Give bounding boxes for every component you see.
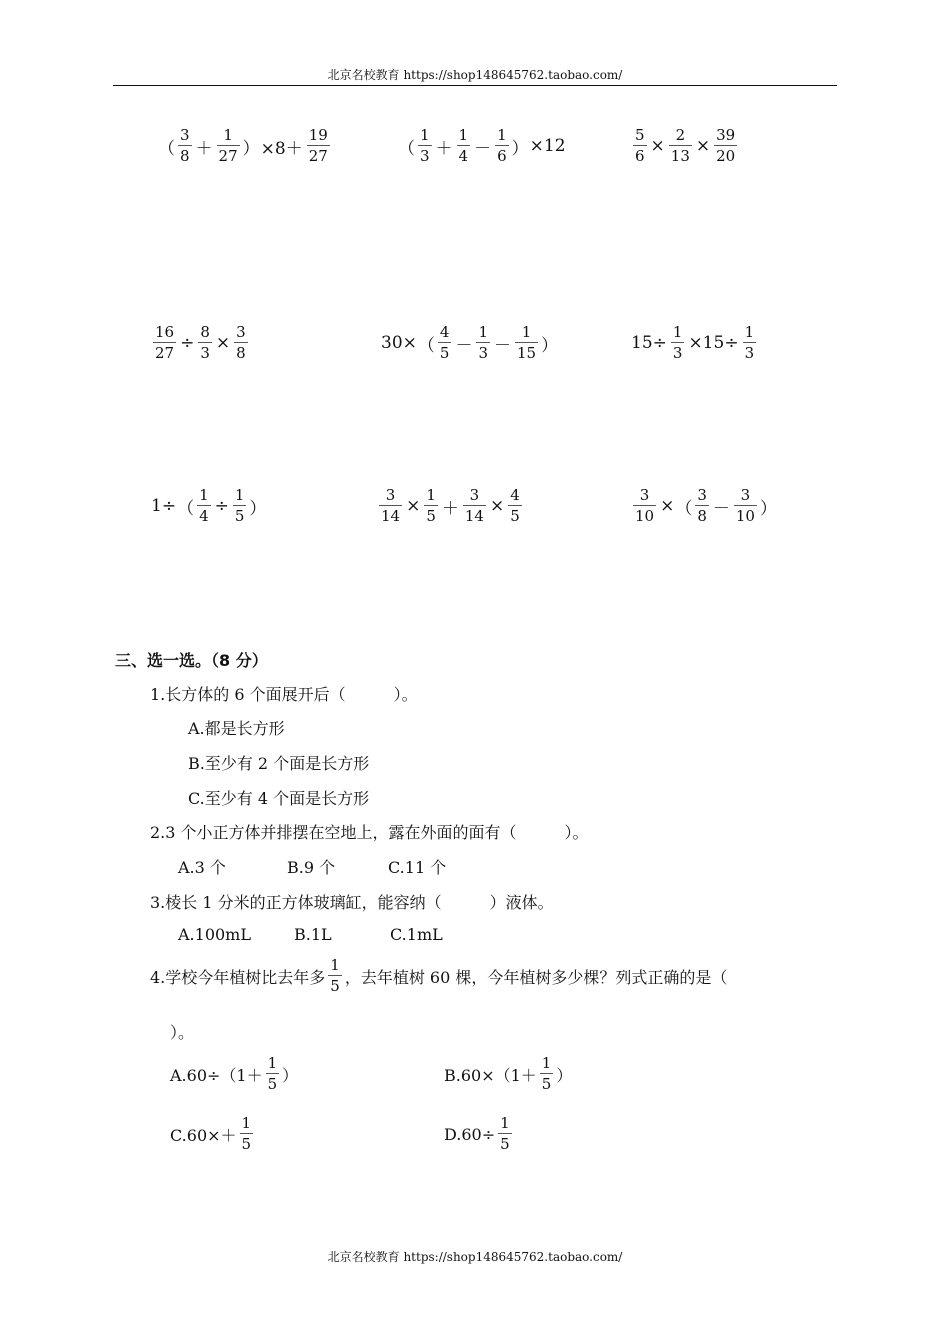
paren-right: ）	[242, 138, 260, 159]
denominator: 14	[464, 507, 484, 525]
operator: ×	[650, 136, 665, 156]
numerator: 2	[675, 126, 686, 144]
paren-left: （	[675, 498, 693, 519]
numerator: 1	[744, 323, 755, 341]
option-text: ）	[556, 1065, 573, 1085]
denominator: 6	[497, 147, 507, 165]
operator: －	[474, 138, 492, 159]
operator: －	[455, 335, 473, 356]
numerator: 1	[267, 1054, 278, 1072]
numerator: 1	[500, 1114, 510, 1132]
numerator: 4	[510, 486, 520, 504]
numerator: 3	[236, 323, 246, 341]
question-2-stem: 2.3 个小正方体并排摆在空地上，露在外面的面有（ ）。	[150, 823, 589, 842]
question-4-stem-pre: 4.学校今年植树比去年多	[150, 967, 326, 987]
denominator: 5	[426, 507, 436, 525]
numerator: 1	[672, 323, 683, 341]
fraction	[198, 325, 212, 361]
fraction	[633, 128, 647, 164]
fraction	[695, 488, 709, 524]
operator: ×12	[529, 136, 566, 156]
fraction	[734, 488, 757, 524]
operator: 15÷	[631, 333, 667, 353]
operator: －	[712, 498, 730, 519]
numerator: 3	[180, 126, 190, 144]
operator: ÷	[214, 496, 229, 516]
denominator: 6	[635, 147, 645, 165]
numerator: 1	[426, 486, 436, 504]
fraction	[671, 325, 685, 361]
denominator: 3	[200, 344, 210, 362]
denominator: 5	[510, 507, 520, 525]
numerator: 1	[458, 126, 469, 144]
fraction	[669, 128, 692, 164]
fraction	[714, 128, 737, 164]
numerator: 1	[234, 486, 245, 504]
denominator: 5	[330, 977, 340, 995]
option-text: B.60×（1＋	[444, 1065, 537, 1085]
paren-right: ）	[511, 138, 529, 159]
expression-3	[630, 128, 740, 164]
denominator: 3	[420, 147, 430, 165]
numerator: 4	[439, 323, 450, 341]
denominator: 27	[308, 147, 328, 165]
numerator: 19	[308, 126, 328, 144]
paren-right: ）	[759, 498, 777, 519]
question-2-option-c: C.11 个	[388, 858, 447, 877]
numerator: 39	[716, 126, 736, 144]
question-1-option-c: C.至少有 4 个面是长方形	[188, 789, 370, 808]
question-4-option-d	[444, 1116, 515, 1152]
denominator: 4	[199, 507, 209, 525]
question-4-option-a	[170, 1056, 298, 1092]
numerator: 1	[541, 1054, 552, 1072]
fraction	[307, 128, 330, 164]
question-4-stem-end: ）。	[170, 1023, 195, 1042]
fraction	[498, 1116, 512, 1152]
operator: ×	[406, 496, 421, 516]
denominator: 5	[241, 1135, 252, 1153]
denominator: 3	[478, 344, 488, 362]
question-1-stem: 1.长方体的 6 个面展开后（ ）。	[150, 685, 418, 704]
fraction	[743, 325, 757, 361]
fraction	[495, 128, 509, 164]
operator: ×8＋	[260, 138, 303, 159]
question-2-option-a: A.3 个	[178, 858, 226, 877]
denominator: 5	[267, 1075, 278, 1093]
question-4-stem	[150, 958, 727, 994]
denominator: 10	[635, 507, 655, 525]
fraction	[476, 325, 490, 361]
question-4-stem-post: ，去年植树 60 棵，今年植树多少棵？列式正确的是（	[344, 967, 728, 987]
question-1-option-a: A.都是长方形	[188, 719, 285, 738]
question-3-option-b: B.1L	[294, 925, 332, 944]
denominator: 20	[716, 147, 736, 165]
page-footer: 北京名校教育 https://shop148645762.taobao.com/	[327, 1250, 623, 1264]
paren-left: （	[398, 138, 415, 159]
option-text: C.60×＋	[170, 1125, 237, 1145]
denominator: 4	[458, 147, 469, 165]
header-divider	[113, 85, 837, 86]
fraction	[540, 1056, 554, 1092]
question-3-option-a: A.100mL	[178, 925, 251, 944]
expression-9	[630, 488, 777, 524]
paren-right: ）	[541, 335, 559, 356]
numerator: 3	[385, 486, 396, 504]
denominator: 27	[218, 147, 238, 165]
fraction	[508, 488, 522, 524]
expression-7	[150, 488, 266, 524]
denominator: 8	[180, 147, 190, 165]
fraction	[438, 325, 452, 361]
operator: ＋	[435, 138, 453, 159]
fraction	[240, 1116, 254, 1152]
operator: －	[493, 335, 511, 356]
numerator: 3	[469, 486, 480, 504]
operator: ×	[489, 496, 505, 516]
numerator: 1	[241, 1114, 252, 1132]
denominator: 10	[735, 507, 755, 525]
fraction	[178, 128, 192, 164]
operator: ×15÷	[688, 333, 739, 353]
expression-5	[380, 325, 558, 361]
fraction	[515, 325, 538, 361]
operator: ÷	[180, 333, 195, 353]
operator: ＋	[441, 498, 459, 519]
denominator: 13	[670, 147, 690, 165]
operator: 1÷	[151, 496, 177, 516]
denominator: 5	[234, 507, 245, 525]
section-title: 三、选一选。（8 分）	[115, 651, 268, 670]
fraction	[457, 128, 471, 164]
fraction	[234, 325, 248, 361]
paren-left: （	[417, 335, 435, 356]
page-header: 北京名校教育 https://shop148645762.taobao.com/	[327, 68, 623, 82]
option-text: A.60÷（1＋	[170, 1065, 263, 1085]
denominator: 14	[381, 507, 401, 525]
numerator: 1	[330, 956, 340, 974]
question-3-stem: 3.棱长 1 分米的正方体玻璃缸，能容纳（ ）液体。	[150, 893, 554, 912]
numerator: 1	[420, 126, 430, 144]
option-text: ）	[282, 1065, 299, 1085]
paren-left: （	[177, 498, 195, 519]
fraction	[217, 128, 240, 164]
question-2-option-b: B.9 个	[287, 858, 336, 877]
fraction	[463, 488, 486, 524]
fraction	[379, 488, 402, 524]
operator: 30×	[381, 333, 417, 353]
operator: ×	[695, 136, 711, 156]
numerator: 1	[478, 323, 488, 341]
operator: ×	[215, 333, 231, 353]
expression-8	[376, 488, 525, 524]
numerator: 16	[155, 323, 175, 341]
denominator: 3	[744, 344, 755, 362]
fraction	[153, 325, 176, 361]
denominator: 8	[697, 507, 707, 525]
option-text: D.60÷	[444, 1124, 496, 1144]
numerator: 1	[199, 486, 209, 504]
numerator: 3	[697, 486, 707, 504]
denominator: 27	[155, 344, 175, 362]
fraction	[266, 1056, 280, 1092]
denominator: 15	[516, 344, 537, 362]
question-4-option-c	[170, 1116, 256, 1152]
expression-2	[398, 128, 567, 164]
numerator: 1	[223, 126, 233, 144]
expression-1	[158, 128, 333, 164]
numerator: 1	[497, 126, 507, 144]
operator: ×	[660, 496, 675, 516]
denominator: 3	[672, 344, 683, 362]
fraction	[197, 488, 211, 524]
paren-left: （	[158, 138, 175, 159]
fraction	[633, 488, 656, 524]
denominator: 5	[500, 1135, 510, 1153]
numerator: 1	[521, 323, 532, 341]
expression-6	[630, 325, 759, 361]
operator: ＋	[195, 138, 213, 159]
fraction	[424, 488, 438, 524]
numerator: 3	[639, 486, 650, 504]
denominator: 5	[541, 1075, 552, 1093]
paren-right: ）	[249, 498, 267, 519]
numerator: 3	[740, 486, 751, 504]
expression-4	[150, 325, 251, 361]
denominator: 5	[439, 344, 450, 362]
numerator: 8	[200, 323, 210, 341]
question-4-option-b	[444, 1056, 572, 1092]
numerator: 5	[635, 126, 645, 144]
fraction	[233, 488, 247, 524]
fraction	[328, 958, 342, 994]
fraction	[418, 128, 432, 164]
question-1-option-b: B.至少有 2 个面是长方形	[188, 754, 370, 773]
denominator: 8	[236, 344, 246, 362]
question-3-option-c: C.1mL	[390, 925, 443, 944]
